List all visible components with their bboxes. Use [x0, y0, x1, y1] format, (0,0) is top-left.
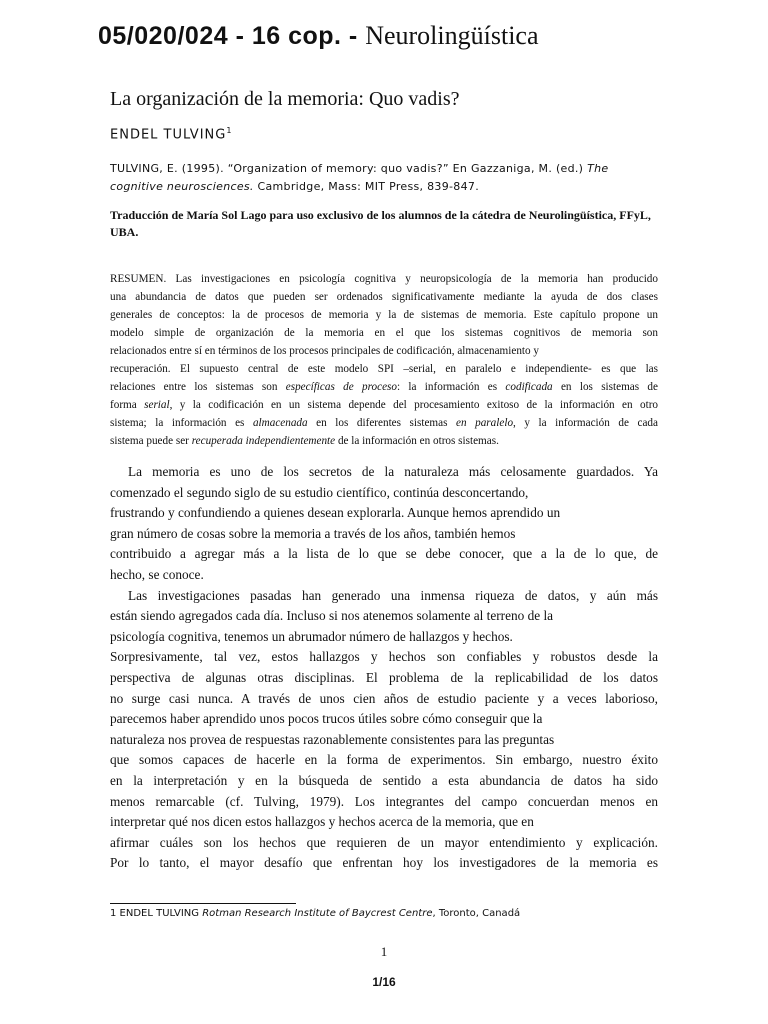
body-line: interpretar qué nos dicen estos hallazgos y hechos acerca de la memoria, que en: [110, 814, 534, 830]
document-code: 05/020/024 - 16 cop. -: [98, 22, 366, 50]
body-line: gran número de cosas sobre la memoria a través de los años, también hemos: [110, 525, 516, 541]
body-line: Las investigaciones pasadas han generado una inmensa riqueza de datos, y aún más: [128, 587, 658, 603]
abstract-line: [110, 378, 658, 396]
abstract-text: de la información en otros sistemas.: [335, 435, 499, 447]
abstract-text: , y la información de cada: [513, 417, 658, 429]
abstract-emphasis: codificada: [505, 381, 553, 393]
abstract-line: [110, 414, 658, 432]
abstract-text: relaciones entre los sistemas son: [110, 381, 286, 393]
footnote-divider: [110, 903, 296, 904]
body-line: no surge casi nunca. A través de unos cien años de estudio paciente y a veces laborioso,: [110, 690, 658, 706]
body-line: en la interpretación y en la búsqueda de sentido a esta abundancia de datos ha sido: [110, 772, 658, 788]
body-line: psicología cognitiva, tenemos un abrumador número de hallazgos y hechos.: [110, 628, 513, 644]
abstract-text: RESUMEN. Las investigaciones en psicología cognitiva y neuropsicología de la memoria han producido: [110, 273, 658, 285]
abstract-text: , y la codificación en un sistema depende del procesamiento exitoso de la información en otro: [169, 399, 659, 411]
body-line: perspectiva de algunas otras disciplinas. El problema de la replicabilidad de los datos: [110, 669, 658, 685]
abstract-text: sistema; la información es: [110, 417, 253, 429]
footnote-institute: Rotman Research Institute of Baycrest Centre: [202, 908, 433, 919]
body-line: afirmar cuáles son los hechos que requieren de un mayor entendimiento y explicación.: [110, 834, 658, 850]
author-name: ENDEL TULVING: [110, 127, 227, 143]
body-line: La memoria es uno de los secretos de la naturaleza más celosamente guardados. Ya: [128, 464, 658, 479]
footnote-author: ENDEL TULVING: [116, 908, 203, 919]
article-title: La organización de la memoria: Quo vadis?: [110, 88, 460, 110]
abstract-text: generales de conceptos: la de procesos de memoria y la de sistemas de memoria. Este capítulo propone un: [110, 309, 658, 321]
abstract-line: [110, 270, 658, 288]
footnote-mark: 1: [110, 908, 117, 919]
footnote-location: , Toronto, Canadá: [432, 908, 521, 919]
citation-part: Cambridge, Mass: MIT Press, 839-847.: [253, 180, 479, 193]
body-line: Sorpresivamente, tal vez, estos hallazgos y hechos son confiables y robustos desde la: [110, 649, 658, 665]
abstract-text: recuperación. El supuesto central de este modelo SPI –serial, en paralelo e independiente- es que las: [110, 363, 658, 375]
abstract-line: [110, 360, 658, 378]
author-line: [110, 126, 232, 142]
abstract-text: una abundancia de datos que pueden ser ordenados significativamente mediante la ayuda de dos clases: [110, 291, 658, 303]
abstract-emphasis: recuperada independientemente: [191, 435, 336, 447]
citation-book-title: The cognitive neurosciences.: [110, 162, 609, 193]
abstract-text: modelo simple de organización de la memoria en el que los sistemas cognitivos de memoria son: [110, 327, 658, 339]
abstract-line: [110, 306, 658, 324]
body-line: frustrando y confundiendo a quienes desean explorarla. Aunque hemos aprendido un: [110, 505, 561, 521]
body-line: comenzado el segundo siglo de su estudio científico, continúa desconcertando,: [110, 484, 529, 500]
abstract-text: sistema puede ser: [110, 435, 192, 447]
abstract-text: forma: [110, 399, 145, 411]
abstract-emphasis: almacenada: [252, 417, 308, 429]
body-line: hecho, se conoce.: [110, 566, 204, 582]
document-header: [98, 20, 539, 56]
abstract-text: en los diferentes sistemas: [307, 417, 457, 429]
body-line: están siendo agregados cada día. Incluso si nos atenemos solamente al terreno de la: [110, 608, 554, 624]
footnote: [110, 908, 520, 919]
body-line: contribuido a agregar más a la lista de lo que se debe conocer, que a la de lo que, de: [110, 546, 658, 562]
abstract-text: relacionados entre sí en términos de los procesos principales de codificación, almacenamiento y: [110, 345, 540, 357]
abstract-line: [110, 432, 658, 450]
body-line: Por lo tanto, el mayor desafío que enfrentan hoy los investigadores de la memoria es: [110, 855, 658, 871]
abstract-line: [110, 288, 658, 306]
abstract-text: : la información es: [397, 381, 506, 393]
abstract-line: [110, 324, 658, 342]
translation-note: Traducción de María Sol Lago para uso exclusivo de los alumnos de la cátedra de Neurolingüística, FFyL, UBA.: [110, 208, 651, 239]
body-text: [110, 462, 658, 874]
body-line: que somos capaces de hacerle en la forma de experimentos. Sin embargo, nuestro éxito: [110, 752, 658, 768]
footnote-ref: 1: [226, 126, 233, 135]
page-counter: 1/16: [372, 975, 396, 989]
course-subject: Neurolingüística: [365, 21, 539, 50]
body-line: menos remarcable (cf. Tulving, 1979). Los integrantes del campo concuerdan menos en: [110, 793, 658, 809]
abstract-text: en los sistemas de: [552, 381, 658, 393]
citation: [110, 160, 656, 196]
body-line: parecemos haber aprendido unos pocos trucos útiles sobre cómo conseguir que la: [110, 711, 543, 727]
abstract-emphasis: específicas de proceso: [285, 381, 398, 393]
abstract-emphasis: en paralelo: [456, 417, 514, 429]
abstract-line: [110, 342, 658, 360]
page-number: 1: [380, 944, 388, 959]
abstract-emphasis: serial: [144, 399, 170, 411]
body-line: naturaleza nos provea de respuestas razonablemente consistentes para las preguntas: [110, 731, 555, 747]
citation-part: TULVING, E. (1995). “Organization of memory: quo vadis?” En Gazzaniga, M. (ed.): [110, 162, 588, 175]
abstract: [110, 270, 658, 450]
abstract-line: [110, 396, 658, 414]
